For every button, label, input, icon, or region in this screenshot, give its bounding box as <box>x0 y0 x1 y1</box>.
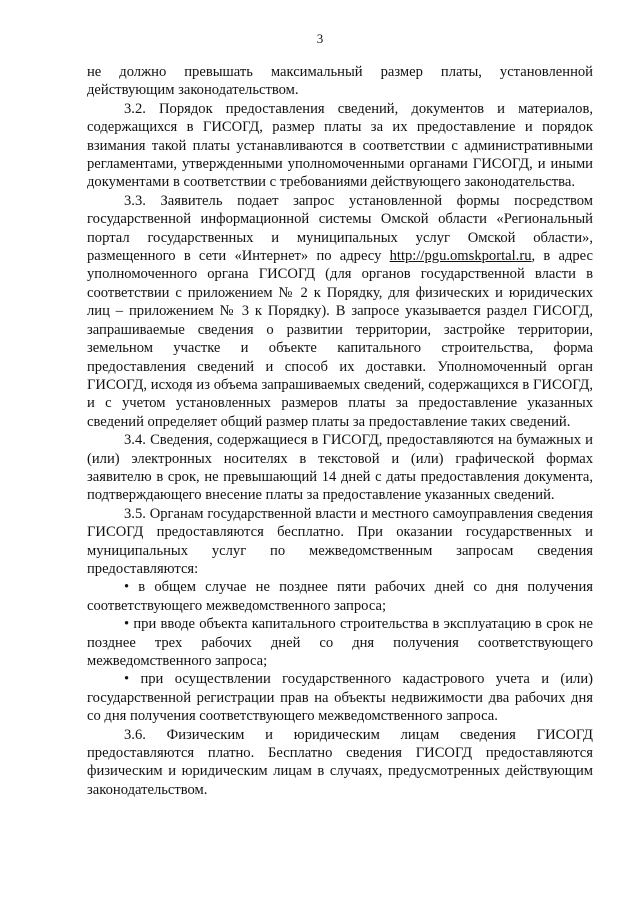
paragraph-3-2: 3.2. Порядок предоставления сведений, документов и материалов, содержащихся в ГИСОГД, размер платы за их предоставление и порядок взимания такой платы устанавливаются в соответствии с административными регламентами, утвержденными уполномоченными органами ГИСОГД, и иными документами в соответствии с требованиями действующего законодательства. <box>87 100 593 191</box>
paragraph-3-5: 3.5. Органам государственной власти и местного самоуправления сведения ГИСОГД предоставляются бесплатно. При оказании государственных и муниципальных услуг по межведомственным запросам сведения предоставляются: <box>87 505 593 577</box>
paragraph-3-3 <box>87 192 593 431</box>
document-body <box>87 63 593 799</box>
bullet-item-commissioning: • при вводе объекта капитального строительства в эксплуатацию в срок не позднее трех рабочих дней со дня получения соответствующего межведомственного запроса; <box>87 616 593 669</box>
bullet-item-cadastral-registration: • при осуществлении государственного кадастрового учета и (или) государственной регистрации прав на объекты недвижимости два рабочих дня со дня получения соответствующего межведомственного запроса. <box>87 671 593 725</box>
bullet-item-general-case: • в общем случае не позднее пяти рабочих дней со дня получения соответствующего межведомственного запроса; <box>87 579 593 614</box>
page-number: 3 <box>316 31 324 46</box>
portal-link[interactable]: http://pgu.omskportal.ru <box>389 248 532 265</box>
paragraph-3-4: 3.4. Сведения, содержащиеся в ГИСОГД, предоставляются на бумажных и (или) электронных носителях в текстовой и (или) графической формах заявителю в срок, не превышающий 14 дней с даты предоставления документа, подтверждающего внесение платы за предоставление указанных сведений. <box>87 432 593 504</box>
paragraph-3-6: 3.6. Физическим и юридическим лицам сведения ГИСОГД предоставляются платно. Бесплатно сведения ГИСОГД предоставляются физическим и юридическим лицам в случаях, предусмотренных действующим законодательством. <box>87 726 593 798</box>
paragraph-continuation: не должно превышать максимальный размер платы, установленной действующим законодательством. <box>87 64 593 99</box>
paragraph-3-3-text-after-link: , в адрес уполномоченного органа ГИСОГД (для органов государственной власти в соответствии с приложением № 2 к Порядку, для физических и юридических лиц – приложением № 3 к Порядку). В запросе указывается раздел ГИСОГД, запрашиваемые сведения о развитии территории, застройке территории, земельном участке и объекте капитального строительства, форма предоставления сведений и способ их доставки. Уполномоченный орган ГИСОГД, исходя из объема запрашиваемых сведений, содержащихся в ГИСОГД, и с учетом установленных размеров платы за предоставление указанных сведений определяет общий размер платы за предоставление таких сведений. <box>87 248 593 430</box>
paragraph-3-3-text-before-link: 3.3. Заявитель подает запрос установленной формы посредством государственной информационной системы Омской области «Региональный портал государственных и муниципальных услуг Омской области», размещенного в сети «Интернет» по адресу <box>87 192 593 265</box>
